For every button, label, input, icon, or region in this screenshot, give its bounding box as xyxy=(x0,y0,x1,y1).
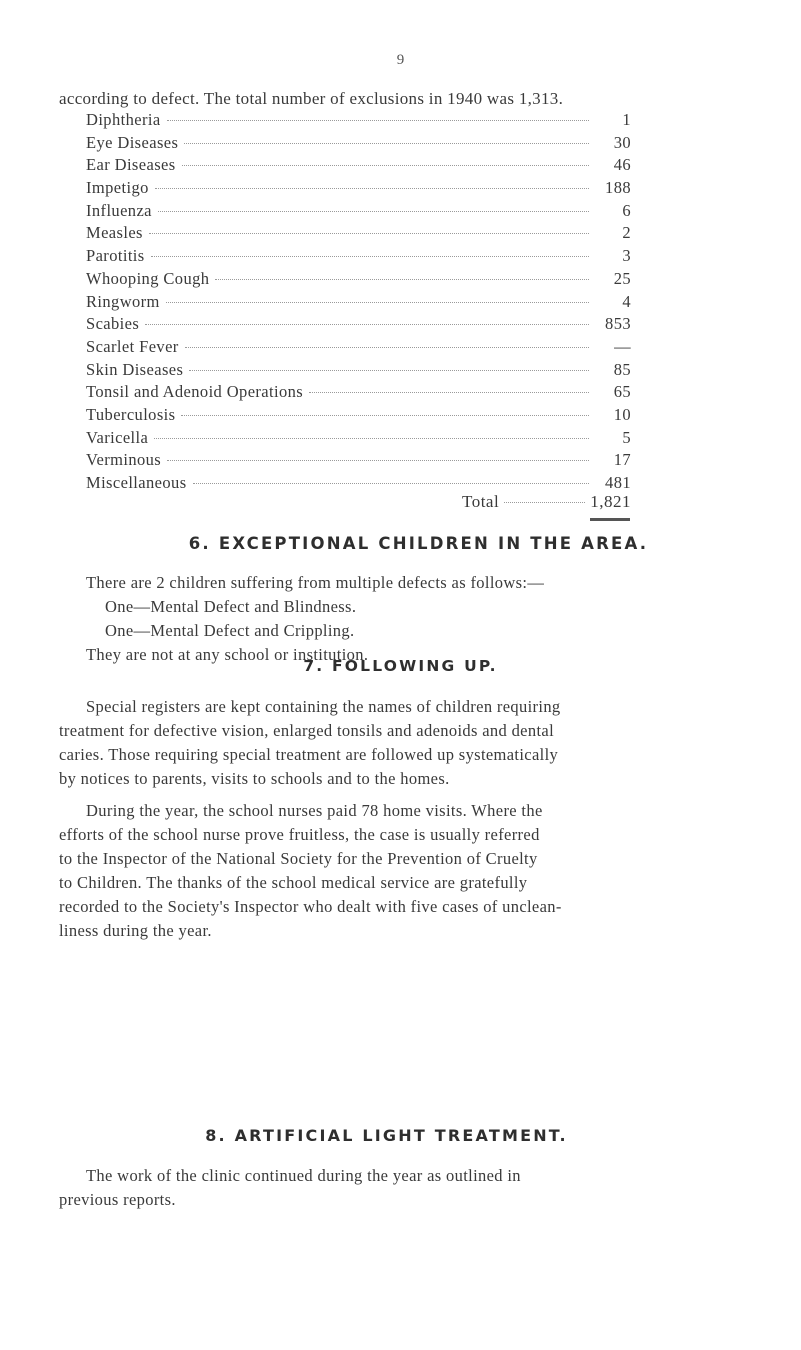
leader-dots xyxy=(215,279,589,280)
section-7-para2-line: liness during the year. xyxy=(59,921,212,940)
row-value: — xyxy=(614,336,631,356)
row-value: 853 xyxy=(605,314,631,334)
leader-dots xyxy=(154,438,589,439)
leader-dots xyxy=(185,347,589,348)
row-value: 65 xyxy=(613,382,631,402)
row-label: Eye Diseases xyxy=(86,132,179,152)
section-7-para1-line: by notices to parents, visits to schools and to the homes. xyxy=(59,769,450,788)
section-7-para2-line: During the year, the school nurses paid 78 home visits. Where the xyxy=(86,801,543,820)
section-7-para2-line: to Children. The thanks of the school medical service are gratefully xyxy=(59,873,528,892)
leader-dots xyxy=(158,211,589,212)
leader-dots xyxy=(189,370,589,371)
table-row xyxy=(86,382,631,405)
row-label: Ear Diseases xyxy=(86,155,176,175)
row-value: 85 xyxy=(613,359,631,379)
leader-dots xyxy=(504,502,585,503)
section-6-intro: There are 2 children suffering from multiple defects as follows:— xyxy=(86,573,545,592)
row-value: 3 xyxy=(622,246,631,266)
row-label: Skin Diseases xyxy=(86,359,184,379)
table-row xyxy=(86,292,631,315)
table-row xyxy=(86,360,631,383)
section-6-item: One—Mental Defect and Blindness. xyxy=(105,597,357,616)
leader-dots xyxy=(149,233,589,234)
row-label: Ringworm xyxy=(86,291,160,311)
row-value: 5 xyxy=(622,427,631,447)
table-row xyxy=(86,405,631,428)
leader-dots xyxy=(193,483,589,484)
section-6-item: One—Mental Defect and Crippling. xyxy=(105,621,355,640)
row-value: 10 xyxy=(613,404,631,424)
row-label: Measles xyxy=(86,223,143,243)
table-row xyxy=(86,269,631,292)
row-label: Verminous xyxy=(86,450,162,470)
total-label: Total xyxy=(462,492,500,511)
row-label: Diphtheria xyxy=(86,110,161,129)
table-row xyxy=(86,133,631,156)
row-value: 25 xyxy=(613,268,631,288)
section-6-heading: 6. EXCEPTIONAL CHILDREN IN THE AREA. xyxy=(188,534,649,553)
exclusions-intro: according to defect. The total number of exclusions in 1940 was 1,313. xyxy=(59,89,564,108)
table-row xyxy=(86,223,631,246)
row-label: Impetigo xyxy=(86,178,149,198)
table-row xyxy=(86,110,631,133)
section-7-para2-line: to the Inspector of the National Society for the Prevention of Cruelty xyxy=(59,849,538,868)
leader-dots xyxy=(167,460,589,461)
leader-dots xyxy=(155,188,589,189)
row-label: Tuberculosis xyxy=(86,404,176,424)
section-7-para2-line: efforts of the school nurse prove fruitless, the case is usually referred xyxy=(59,825,540,844)
row-label: Scarlet Fever xyxy=(86,336,179,356)
row-value: 46 xyxy=(613,155,631,175)
table-row xyxy=(86,155,631,178)
exclusions-table xyxy=(86,110,631,496)
row-value: 17 xyxy=(613,450,631,470)
row-value: 4 xyxy=(622,291,631,311)
section-6-note: They are not at any school or institution. xyxy=(86,645,369,664)
row-label: Varicella xyxy=(86,427,149,447)
section-8-para-line: The work of the clinic continued during the year as outlined in xyxy=(86,1166,521,1185)
table-row xyxy=(86,337,631,360)
row-label: Whooping Cough xyxy=(86,268,210,288)
row-label: Influenza xyxy=(86,200,152,220)
row-value: 30 xyxy=(613,132,631,152)
leader-dots xyxy=(181,415,589,416)
leader-dots xyxy=(145,324,589,325)
leader-dots xyxy=(166,302,589,303)
row-value: 1 xyxy=(622,110,631,129)
section-7-para2-line: recorded to the Society's Inspector who dealt with five cases of unclean- xyxy=(59,897,562,916)
section-7-para1-line: Special registers are kept containing the names of children requiring xyxy=(86,697,561,716)
page-number: 9 xyxy=(396,52,405,68)
leader-dots xyxy=(151,256,589,257)
row-value: 2 xyxy=(622,223,631,243)
section-8-para-line: previous reports. xyxy=(59,1190,176,1209)
table-row xyxy=(86,428,631,451)
row-value: 481 xyxy=(605,473,631,492)
table-row xyxy=(86,201,631,224)
row-value: 6 xyxy=(622,200,631,220)
section-7-para1-line: treatment for defective vision, enlarged tonsils and adenoids and dental xyxy=(59,721,554,740)
total-value: 1,821 xyxy=(590,492,631,511)
leader-dots xyxy=(167,120,589,121)
leader-dots xyxy=(182,165,589,166)
row-label: Scabies xyxy=(86,314,140,334)
section-7-para1-line: caries. Those requiring special treatment are followed up systematically xyxy=(59,745,559,764)
table-row xyxy=(86,246,631,269)
section-7-heading: 7. FOLLOWING UP. xyxy=(303,657,498,675)
row-label: Parotitis xyxy=(86,246,145,266)
row-label: Tonsil and Adenoid Operations xyxy=(86,382,304,402)
exclusions-total-row xyxy=(462,492,631,512)
table-row xyxy=(86,314,631,337)
row-value: 188 xyxy=(605,178,631,198)
row-label: Miscellaneous xyxy=(86,473,187,492)
table-row xyxy=(86,178,631,201)
table-row xyxy=(86,450,631,473)
leader-dots xyxy=(184,143,589,144)
leader-dots xyxy=(309,392,589,393)
total-underline xyxy=(590,518,630,521)
section-8-heading: 8. ARTIFICIAL LIGHT TREATMENT. xyxy=(205,1126,568,1145)
